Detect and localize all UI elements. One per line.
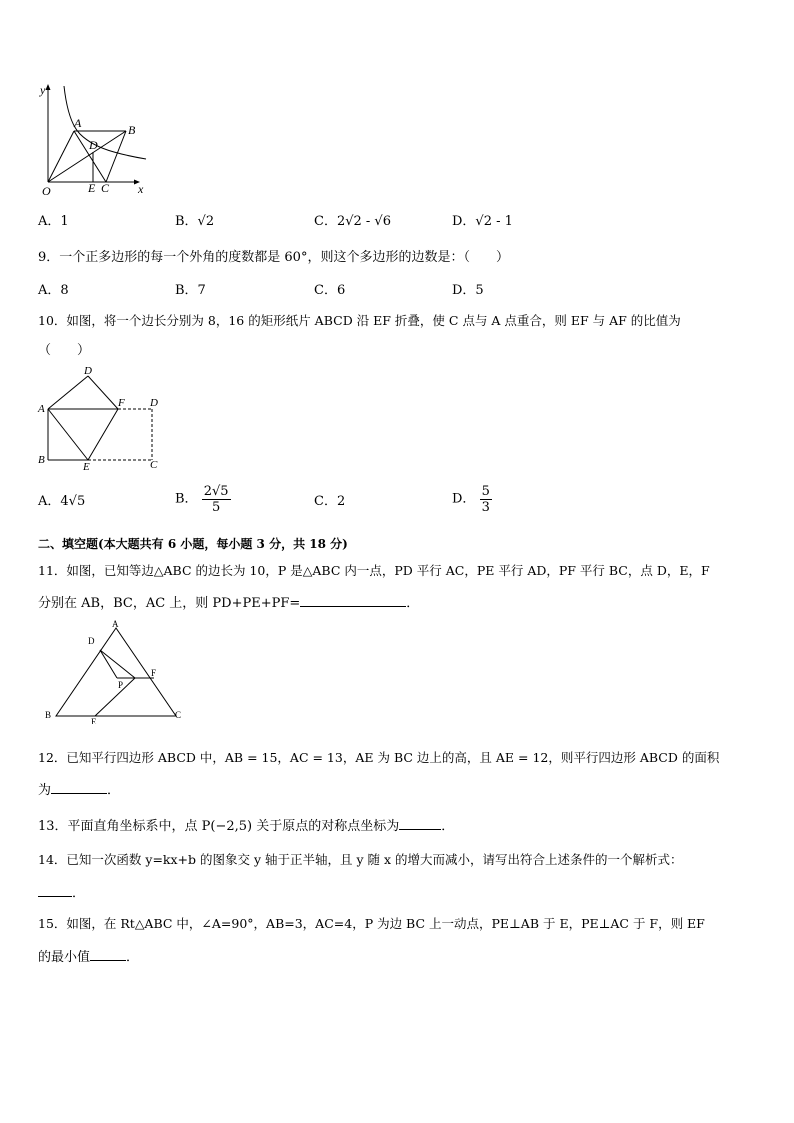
q10-label-A: A: [38, 403, 45, 415]
q12-line1: 12．已知平行四边形 ABCD 中，AB = 15，AC = 13，AE 为 BC 边上的高，且 AE = 12，则平行四边形 ABCD 的面积: [38, 750, 720, 765]
q11-figure: [40, 618, 190, 724]
q9-option-a: A．8: [38, 283, 69, 298]
q15-line2: [38, 948, 139, 966]
q14-line2: [38, 884, 85, 902]
q10-option-d-numerator: 5: [481, 484, 490, 499]
q14-end: ．: [72, 886, 86, 901]
q10-option-b-denominator: 5: [211, 500, 221, 515]
q10-option-d-prefix: D．: [452, 491, 476, 507]
q11-answer-blank: [300, 594, 406, 607]
q15-answer-blank: [90, 948, 126, 961]
q12-answer-blank: [51, 781, 107, 794]
q8-label-D: D: [89, 138, 98, 152]
q11-line2-text: 分别在 AB，BC，AC 上，则 PD+PE+PF=: [38, 596, 301, 611]
q14-line1: 14．已知一次函数 y=kx+b 的图象交 y 轴于正半轴，且 y 随 x 的增大而减小，请写出符合上述条件的一个解析式：: [38, 852, 683, 867]
q11-label-C: C: [175, 710, 182, 720]
q10-label-B: B: [38, 454, 45, 466]
q10-option-b: [175, 484, 231, 515]
q12-line2: [38, 781, 120, 799]
q8-label-B: B: [128, 123, 136, 137]
q8-option-a: A．1: [38, 214, 69, 229]
q10-label-F: F: [118, 397, 125, 409]
q8-label-O: O: [42, 184, 51, 198]
q10-option-b-numerator: 2√5: [203, 484, 229, 499]
q14-answer-blank: [38, 884, 72, 897]
q10-option-a: A．4√5: [38, 494, 86, 509]
q13-text: 13．平面直角坐标系中，点 P(−2,5) 关于原点的对称点坐标为: [38, 819, 400, 834]
q11-label-E: E: [91, 717, 97, 724]
q8-option-c: C．2√2 - √6: [314, 214, 391, 229]
q13-line: [38, 817, 454, 835]
q11-end: ．: [406, 596, 420, 611]
q10-label-D-folded: D: [84, 365, 92, 377]
q12-line2-text: 为: [38, 783, 52, 798]
q15-line1: 15．如图，在 Rt△ABC 中，∠A=90°，AB=3，AC=4，P 为边 BC 上一动点，PE⊥AB 于 E，PE⊥AC 于 F，则 EF: [38, 916, 705, 931]
q10-stem-line2: （ ）: [38, 343, 91, 358]
q10-option-c: C．2: [314, 494, 346, 509]
q11-line2: [38, 594, 419, 612]
q13-end: ．: [441, 819, 455, 834]
q9-option-b: B．7: [175, 283, 206, 298]
q11-line1: 11．如图，已知等边△ABC 的边长为 10，P 是△ABC 内一点，PD 平行 AC，PE 平行 AD，PF 平行 BC，点 D，E，F: [38, 563, 710, 578]
q11-label-P: P: [118, 680, 124, 690]
q10-stem-line1: 10．如图，将一个边长分别为 8，16 的矩形纸片 ABCD 沿 EF 折叠，使 C 点与 A 点重合，则 EF 与 AF 的比值为: [38, 313, 681, 328]
q10-option-d: [452, 484, 492, 515]
q8-label-A: A: [74, 116, 82, 130]
q8-label-E: E: [88, 181, 96, 195]
q8-label-C: C: [101, 181, 110, 195]
q11-label-F: F: [151, 668, 157, 678]
q13-answer-blank: [399, 817, 441, 830]
q11-label-D: D: [88, 636, 95, 646]
q10-label-D: D: [150, 397, 158, 409]
q15-end: ．: [126, 950, 140, 965]
q15-line2-text: 的最小值: [38, 950, 91, 965]
q10-option-b-prefix: B．: [175, 491, 198, 507]
q9-option-d: D．5: [452, 283, 484, 298]
q8-figure: [36, 82, 156, 200]
q10-option-d-denominator: 3: [481, 500, 490, 515]
q9-option-c: C．6: [314, 283, 346, 298]
q8-label-x: x: [138, 182, 144, 196]
q10-label-E: E: [83, 461, 90, 473]
q10-figure: [34, 362, 164, 474]
q9-stem: 9．一个正多边形的每一个外角的度数都是 60°，则这个多边形的边数是：（ ）: [38, 250, 509, 265]
q8-option-b: B．√2: [175, 214, 215, 229]
q11-label-A: A: [112, 619, 119, 629]
q8-option-d: D．√2 - 1: [452, 214, 513, 229]
q12-end: ．: [107, 783, 121, 798]
section-title: 二、填空题(本大题共有 6 小题，每小题 3 分，共 18 分): [38, 537, 348, 551]
q11-label-B: B: [45, 710, 52, 720]
q8-label-y: y: [40, 83, 46, 97]
q10-label-C: C: [150, 459, 158, 471]
